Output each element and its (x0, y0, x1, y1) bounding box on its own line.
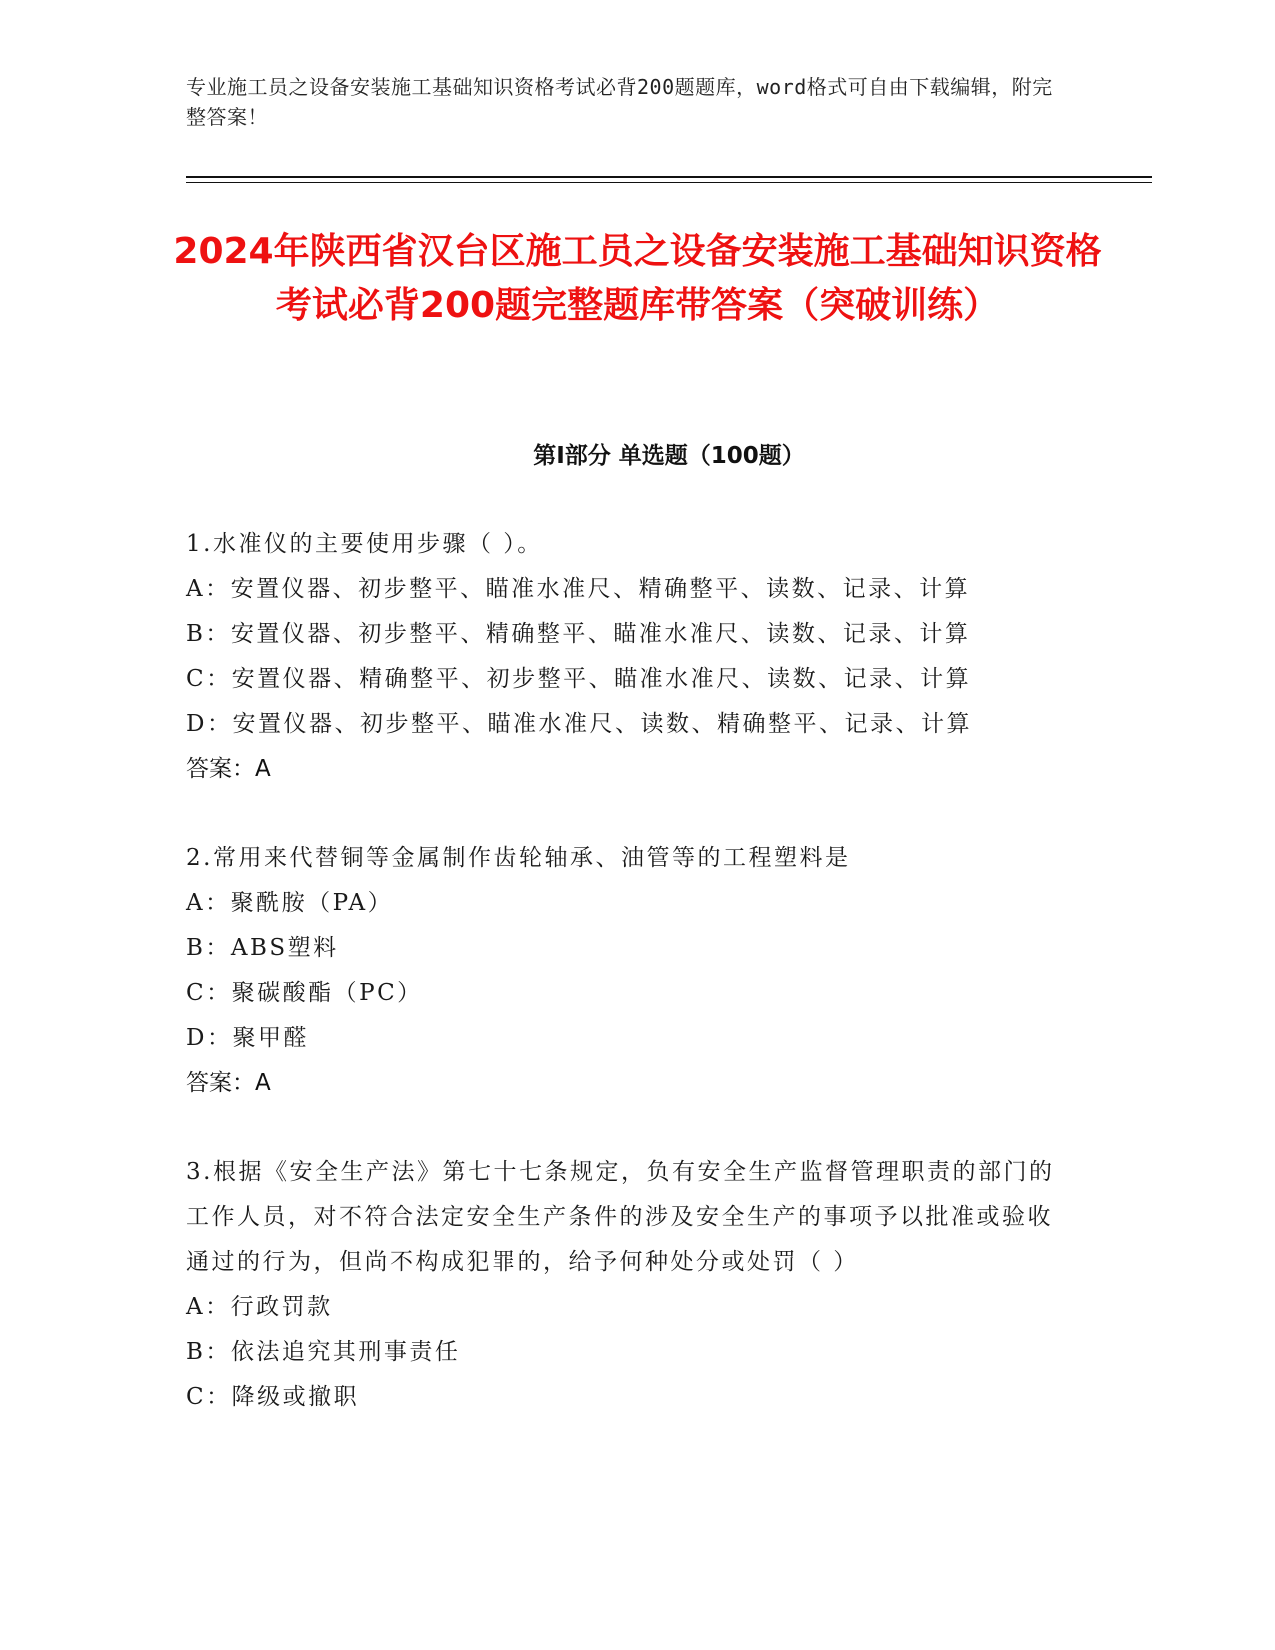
option-c: C：降级或撤职 (186, 1384, 360, 1410)
question-stem: 2.常用来代替铜等金属制作齿轮轴承、油管等的工程塑料是 (186, 845, 851, 871)
option-c: C：聚碳酸酯（PC） (186, 980, 423, 1006)
header-note: 专业施工员之设备安装施工基础知识资格考试必背200题题库，word格式可自由下载编辑，附完整答案！ (186, 75, 1053, 129)
document-title: 2024年陕西省汉台区施工员之设备安装施工基础知识资格考试必背200题完整题库带答案（突破训练） (173, 231, 1102, 326)
question-2 (186, 836, 1066, 1106)
question-3 (186, 1150, 1066, 1420)
section-heading: 第I部分 单选题（100题） (533, 443, 805, 469)
question-stem: 1.水准仪的主要使用步骤（ ）。 (186, 531, 543, 557)
answer: 答案：A (186, 1070, 271, 1096)
option-d: D：安置仪器、初步整平、瞄准水准尺、读数、精确整平、记录、计算 (186, 711, 972, 737)
option-a: A：安置仪器、初步整平、瞄准水准尺、精确整平、读数、记录、计算 (186, 576, 971, 602)
question-stem: 3.根据《安全生产法》第七十七条规定，负有安全生产监督管理职责的部门的工作人员，对不符合法定安全生产条件的涉及安全生产的事项予以批准或验收通过的行为，但尚不构成犯罪的，给予何种处分或处罚（ ） (186, 1159, 1055, 1275)
header-rule-thin (186, 182, 1152, 183)
option-a: A：聚酰胺（PA） (186, 890, 394, 916)
option-b: B：安置仪器、初步整平、精确整平、瞄准水准尺、读数、记录、计算 (186, 621, 971, 647)
question-list (186, 522, 1066, 1464)
option-d: D：聚甲醛 (186, 1025, 309, 1051)
option-a: A：行政罚款 (186, 1294, 333, 1320)
answer: 答案：A (186, 756, 271, 782)
option-b: B：依法追究其刑事责任 (186, 1339, 461, 1365)
question-1 (186, 522, 1066, 792)
header-rule-thick (186, 176, 1152, 178)
option-b: B：ABS塑料 (186, 935, 339, 961)
option-c: C：安置仪器、精确整平、初步整平、瞄准水准尺、读数、记录、计算 (186, 666, 972, 692)
